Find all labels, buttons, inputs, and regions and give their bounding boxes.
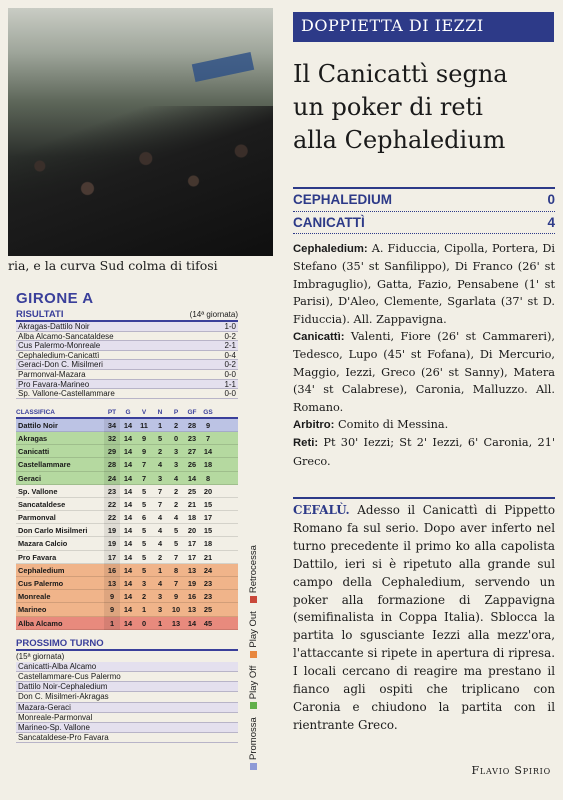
table-row bbox=[16, 577, 238, 590]
crowd-shape bbox=[8, 106, 273, 256]
table-cell-gs: 25 bbox=[203, 605, 213, 615]
table-cell-pt: 19 bbox=[104, 524, 120, 537]
table-header-cell: GS bbox=[203, 408, 213, 416]
table-cell-v: 2 bbox=[141, 592, 147, 602]
result-match: Sp. Vallone-Castellammare bbox=[18, 389, 115, 399]
legend-label: Promossa bbox=[248, 717, 259, 760]
table-cell-g: 14 bbox=[123, 433, 133, 443]
body-text: Adesso il Canicattì di Pippetto Romano fa sul serio. Dopo aver inferto nel turno precedente il primo ko alla capolista Dattilo, ieri si è ripetuto alla grande sul campo della Cephaledium, servendo un poker alla formazione di Zappavigna (semifinalista in Coppa Italia). Sblocca la partita lo sgusciante Iezzi alla mezz'ora, l'attaccante si ripete in apertura di ripresa. I locali cercano di reagire ma prestano il fianco agli ospiti che triplicano con Caronia e chiudono la partita con il rientrante Greco. bbox=[293, 503, 555, 732]
lineup-away bbox=[293, 328, 555, 416]
results-title: RISULTATI bbox=[16, 309, 64, 320]
table-cell-v: 5 bbox=[141, 552, 147, 562]
table-cell-n: 4 bbox=[157, 579, 163, 588]
headline bbox=[293, 58, 555, 157]
result-match: Alba Alcamo-Sancataldese bbox=[18, 331, 114, 341]
table-cell-gs: 15 bbox=[203, 499, 213, 509]
table-header bbox=[16, 409, 238, 419]
referee bbox=[293, 416, 555, 434]
legend-label: Retrocessa bbox=[248, 545, 259, 594]
table-header-cell: PT bbox=[107, 408, 117, 416]
table-row bbox=[16, 537, 238, 550]
table-cell-gs: 17 bbox=[203, 513, 213, 523]
table-row bbox=[16, 472, 238, 485]
table-row bbox=[16, 419, 238, 432]
table-cell-gs: 7 bbox=[205, 433, 211, 443]
table-cell-pt: 23 bbox=[104, 485, 120, 498]
table-cell-g: 14 bbox=[123, 592, 133, 602]
result-score: 0-0 bbox=[224, 369, 236, 379]
table-cell-g: 14 bbox=[123, 420, 133, 430]
table-cell-v: 9 bbox=[141, 447, 147, 457]
table-cell-gs: 18 bbox=[203, 460, 213, 470]
table-cell-p: 4 bbox=[173, 513, 179, 523]
table-cell-gf: 28 bbox=[187, 420, 197, 430]
legend-item bbox=[248, 611, 259, 657]
table-cell-gs: 8 bbox=[205, 473, 211, 483]
result-score: 1-0 bbox=[224, 322, 236, 331]
table-cell-v: 3 bbox=[141, 579, 147, 588]
table-cell-pt: 34 bbox=[104, 419, 120, 432]
table-cell-n: 4 bbox=[157, 539, 163, 549]
table-cell-p: 3 bbox=[173, 460, 179, 470]
table-row bbox=[16, 617, 238, 630]
table-cell-team: Castellammare bbox=[18, 460, 71, 470]
table-cell-n: 5 bbox=[157, 433, 163, 443]
legend-item bbox=[248, 717, 259, 770]
legend-item bbox=[248, 666, 259, 710]
table-cell-pt: 16 bbox=[104, 564, 120, 577]
table-cell-n: 1 bbox=[157, 618, 163, 628]
legend-label: Play Out bbox=[248, 611, 259, 648]
table-cell-pt: 32 bbox=[104, 432, 120, 445]
table-cell-gs: 15 bbox=[203, 526, 213, 536]
results-list bbox=[16, 322, 238, 399]
legend-swatch bbox=[250, 702, 257, 709]
table-cell-g: 14 bbox=[123, 486, 133, 496]
table-cell-n: 4 bbox=[157, 460, 163, 470]
result-score: 1-1 bbox=[224, 379, 236, 389]
table-cell-g: 14 bbox=[123, 539, 133, 549]
away-goals: 4 bbox=[547, 215, 555, 230]
home-team: CEPHALEDIUM bbox=[293, 192, 393, 207]
table-cell-gf: 16 bbox=[187, 592, 197, 602]
standings-box bbox=[16, 290, 238, 743]
article-body bbox=[293, 497, 555, 735]
table-cell-team: Cus Palermo bbox=[18, 579, 64, 588]
table-cell-gs: 21 bbox=[203, 552, 213, 562]
table-cell-team: Canicatti bbox=[18, 447, 50, 457]
table-cell-p: 2 bbox=[173, 486, 179, 496]
goals-text: Pt 30' Iezzi; St 2' Iezzi, 6' Caronia, 21' Greco. bbox=[293, 436, 555, 468]
table-cell-gs: 18 bbox=[203, 539, 213, 549]
table-cell-p: 9 bbox=[173, 592, 179, 602]
lineup-label: Canicattì: bbox=[293, 331, 345, 344]
result-row bbox=[16, 332, 238, 342]
result-row bbox=[16, 370, 238, 380]
score-row-away bbox=[293, 211, 555, 233]
table-cell-gs: 24 bbox=[203, 565, 213, 575]
table-cell-gf: 21 bbox=[187, 499, 197, 509]
table-cell-v: 5 bbox=[141, 499, 147, 509]
table-cell-n: 3 bbox=[157, 473, 163, 483]
fixture-row: Mazara-Geraci bbox=[16, 703, 238, 713]
table-cell-v: 11 bbox=[140, 420, 148, 430]
table-cell-gf: 20 bbox=[187, 526, 197, 536]
table-cell-g: 14 bbox=[123, 526, 133, 536]
table-cell-gf: 17 bbox=[187, 552, 197, 562]
standings-table bbox=[16, 419, 238, 630]
legend-swatch bbox=[250, 651, 257, 658]
fixture-row: Marineo-Sp. Vallone bbox=[16, 723, 238, 733]
result-score: 2-1 bbox=[224, 341, 236, 351]
table-header-cell: N bbox=[157, 408, 163, 416]
table-cell-g: 14 bbox=[123, 447, 133, 457]
zone-legend bbox=[248, 440, 270, 770]
table-cell-n: 4 bbox=[157, 513, 163, 523]
result-row bbox=[16, 389, 238, 399]
table-cell-pt: 19 bbox=[104, 537, 120, 550]
table-cell-pt: 9 bbox=[104, 590, 120, 603]
result-match: Akragas-Dattilo Noir bbox=[18, 322, 90, 331]
table-row bbox=[16, 590, 238, 603]
table-cell-team: Sp. Vallone bbox=[18, 486, 58, 496]
table-cell-v: 1 bbox=[141, 605, 147, 615]
table-row bbox=[16, 458, 238, 471]
table-cell-gf: 26 bbox=[187, 460, 197, 470]
table-cell-p: 5 bbox=[173, 539, 179, 549]
table-cell-gs: 9 bbox=[205, 420, 211, 430]
lineup-label: Cephaledium: bbox=[293, 243, 368, 255]
table-cell-v: 0 bbox=[141, 618, 147, 628]
table-cell-p: 8 bbox=[173, 565, 179, 575]
table-cell-team: Cephaledium bbox=[18, 565, 65, 575]
table-cell-gf: 17 bbox=[187, 539, 197, 549]
table-cell-gs: 20 bbox=[203, 486, 213, 496]
scoreboard bbox=[293, 187, 555, 234]
table-cell-v: 9 bbox=[141, 433, 147, 443]
table-cell-pt: 17 bbox=[104, 551, 120, 564]
table-cell-n: 3 bbox=[157, 592, 163, 602]
result-match: Pro Favara-Marineo bbox=[18, 379, 90, 389]
next-round-list bbox=[16, 662, 238, 744]
table-cell-n: 2 bbox=[157, 552, 163, 562]
table-cell-n: 1 bbox=[157, 420, 163, 430]
table-cell-team: Sancataldese bbox=[18, 499, 66, 509]
table-cell-v: 6 bbox=[141, 513, 147, 523]
table-cell-p: 13 bbox=[171, 618, 181, 628]
table-row bbox=[16, 564, 238, 577]
referee-label: Arbitro: bbox=[293, 419, 335, 432]
result-match: Geraci-Don C. Misilmeri bbox=[18, 360, 103, 370]
fixture-row: Monreale-Parmonval bbox=[16, 713, 238, 723]
table-cell-pt: 22 bbox=[104, 511, 120, 524]
table-cell-team: Parmonval bbox=[18, 513, 56, 523]
table-row bbox=[16, 551, 238, 564]
table-cell-p: 0 bbox=[173, 433, 179, 443]
result-score: 0-2 bbox=[224, 331, 236, 341]
table-cell-team: Marineo bbox=[18, 605, 47, 615]
table-cell-v: 5 bbox=[141, 526, 147, 536]
table-cell-gs: 14 bbox=[203, 447, 213, 457]
table-cell-gf: 19 bbox=[187, 579, 197, 588]
table-cell-pt: 29 bbox=[104, 445, 120, 458]
crowd-photo bbox=[8, 8, 273, 256]
group-title: GIRONE A bbox=[16, 290, 94, 307]
table-cell-team: Akragas bbox=[18, 433, 48, 443]
byline: Flavio Spirio bbox=[471, 764, 551, 777]
table-cell-gs: 23 bbox=[203, 579, 213, 588]
lineup-home bbox=[293, 240, 555, 328]
table-cell-g: 14 bbox=[123, 605, 133, 615]
table-cell-gf: 18 bbox=[187, 513, 197, 523]
table-cell-gf: 13 bbox=[187, 565, 197, 575]
table-cell-p: 2 bbox=[173, 420, 179, 430]
score-row-home bbox=[293, 189, 555, 211]
table-cell-team: Mazara Calcio bbox=[18, 539, 68, 549]
table-cell-p: 2 bbox=[173, 499, 179, 509]
results-header bbox=[16, 309, 238, 322]
table-header-cell: P bbox=[173, 408, 179, 416]
result-row bbox=[16, 360, 238, 370]
table-cell-g: 14 bbox=[123, 473, 133, 483]
dateline: CEFALÙ. bbox=[293, 503, 350, 517]
next-round-title: PROSSIMO TURNO bbox=[16, 638, 238, 651]
table-cell-team: Geraci bbox=[18, 473, 42, 483]
result-match: Parmonval-Mazara bbox=[18, 369, 86, 379]
result-match: Cephaledium-Canicattì bbox=[18, 350, 100, 360]
table-cell-gs: 23 bbox=[203, 592, 213, 602]
away-team: CANICATTÌ bbox=[293, 215, 365, 230]
result-row bbox=[16, 322, 238, 332]
result-row bbox=[16, 341, 238, 351]
fixture-row: Dattilo Noir-Cephaledium bbox=[16, 682, 238, 692]
kicker-banner: DOPPIETTA DI IEZZI bbox=[293, 12, 554, 42]
table-cell-v: 7 bbox=[141, 473, 147, 483]
table-cell-g: 14 bbox=[123, 618, 133, 628]
table-cell-n: 3 bbox=[157, 605, 163, 615]
table-cell-team: Monreale bbox=[18, 592, 51, 602]
table-cell-gf: 14 bbox=[187, 473, 197, 483]
table-cell-gf: 13 bbox=[187, 605, 197, 615]
table-cell-n: 1 bbox=[157, 565, 163, 575]
table-cell-pt: 9 bbox=[104, 603, 120, 616]
table-row bbox=[16, 445, 238, 458]
table-cell-gf: 23 bbox=[187, 433, 197, 443]
table-cell-gf: 27 bbox=[187, 447, 197, 457]
table-cell-v: 5 bbox=[141, 539, 147, 549]
lineup-text: Valenti, Fiore (26' st Cammareri), Tedesco, Lupo (45' st Fofana), Di Mercurio, Maggio, Iezzi, Greco (26' st Sanny), Matera (34' st Calabrese), Caronia, Malluzzo. All. Romano. bbox=[293, 330, 555, 414]
table-cell-p: 10 bbox=[171, 605, 181, 615]
table-row bbox=[16, 485, 238, 498]
referee-text: Comito di Messina. bbox=[334, 418, 449, 432]
table-cell-pt: 22 bbox=[104, 498, 120, 511]
table-cell-team: Pro Favara bbox=[18, 552, 57, 562]
table-cell-p: 4 bbox=[173, 473, 179, 483]
legend-item bbox=[248, 545, 259, 603]
legend-label: Play Off bbox=[248, 665, 259, 700]
table-cell-n: 2 bbox=[157, 447, 163, 457]
fixture-row: Canicatti-Alba Alcamo bbox=[16, 662, 238, 672]
flag-shape bbox=[192, 52, 254, 82]
table-cell-g: 14 bbox=[123, 499, 133, 509]
legend-swatch bbox=[250, 596, 257, 603]
table-cell-g: 14 bbox=[123, 513, 133, 523]
match-details bbox=[293, 240, 555, 470]
table-cell-n: 7 bbox=[157, 486, 163, 496]
headline-line: Il Canicattì segna bbox=[293, 60, 508, 88]
result-row bbox=[16, 351, 238, 361]
table-cell-p: 7 bbox=[173, 579, 179, 588]
fixture-row: Don C. Misilmeri-Akragas bbox=[16, 692, 238, 702]
lineup-text: A. Fiduccia, Cipolla, Portera, Di Stefano (35' st Sanfilippo), Di Franco (26' st Imbraguglio), Gatta, Fazio, Pensabene (1' st Parisi), D'Aleo, Clemente, Sgarlata (37' st D. Fiduccia). All. Zappavigna. bbox=[293, 242, 555, 326]
table-header-cell: V bbox=[141, 408, 147, 416]
table-cell-pt: 13 bbox=[104, 577, 120, 590]
table-cell-v: 5 bbox=[141, 565, 147, 575]
table-cell-p: 7 bbox=[173, 552, 179, 562]
table-cell-pt: 1 bbox=[104, 617, 120, 630]
legend-swatch bbox=[250, 763, 257, 770]
table-cell-p: 5 bbox=[173, 526, 179, 536]
table-cell-g: 14 bbox=[123, 460, 133, 470]
table-cell-p: 3 bbox=[173, 447, 179, 457]
goals-label: Reti: bbox=[293, 437, 319, 450]
table-cell-n: 4 bbox=[157, 526, 163, 536]
home-goals: 0 bbox=[547, 192, 555, 207]
fixture-row: Castellammare-Cus Palermo bbox=[16, 672, 238, 682]
result-score: 0-2 bbox=[224, 360, 236, 370]
table-cell-gf: 25 bbox=[187, 486, 197, 496]
table-cell-v: 7 bbox=[141, 460, 147, 470]
table-header-cell: GF bbox=[187, 408, 197, 416]
result-match: Cus Palermo-Monreale bbox=[18, 341, 101, 351]
table-header-cell: G bbox=[125, 408, 131, 416]
table-cell-v: 5 bbox=[141, 486, 147, 496]
table-cell-team: Don Carlo Misilmeri bbox=[18, 526, 88, 536]
table-cell-g: 14 bbox=[123, 565, 133, 575]
table-cell-n: 7 bbox=[157, 499, 163, 509]
goals bbox=[293, 434, 555, 470]
table-cell-pt: 24 bbox=[104, 472, 120, 485]
next-round-subtitle: (15ª giornata) bbox=[16, 651, 65, 661]
table-cell-team: Dattilo Noir bbox=[18, 420, 58, 430]
result-score: 0-0 bbox=[224, 389, 236, 399]
table-row bbox=[16, 432, 238, 445]
table-cell-gs: 45 bbox=[203, 618, 213, 628]
headline-line: alla Cephaledium bbox=[293, 126, 506, 154]
fixture-row: Sancataldese-Pro Favara bbox=[16, 733, 238, 743]
table-row bbox=[16, 603, 238, 616]
table-cell-pt: 28 bbox=[104, 458, 120, 471]
headline-line: un poker di reti bbox=[293, 93, 483, 121]
table-header-cell: CLASSIFICA bbox=[16, 408, 55, 416]
photo-caption: ria, e la curva Sud colma di tifosi bbox=[8, 258, 218, 273]
results-round: (14ª giornata) bbox=[189, 310, 238, 319]
result-row bbox=[16, 380, 238, 390]
table-row bbox=[16, 524, 238, 537]
table-row bbox=[16, 498, 238, 511]
table-cell-g: 14 bbox=[123, 579, 133, 588]
table-cell-team: Alba Alcamo bbox=[18, 618, 63, 628]
table-row bbox=[16, 511, 238, 524]
table-cell-gf: 14 bbox=[187, 618, 197, 628]
table-cell-g: 14 bbox=[123, 552, 133, 562]
result-score: 0-4 bbox=[224, 350, 236, 360]
